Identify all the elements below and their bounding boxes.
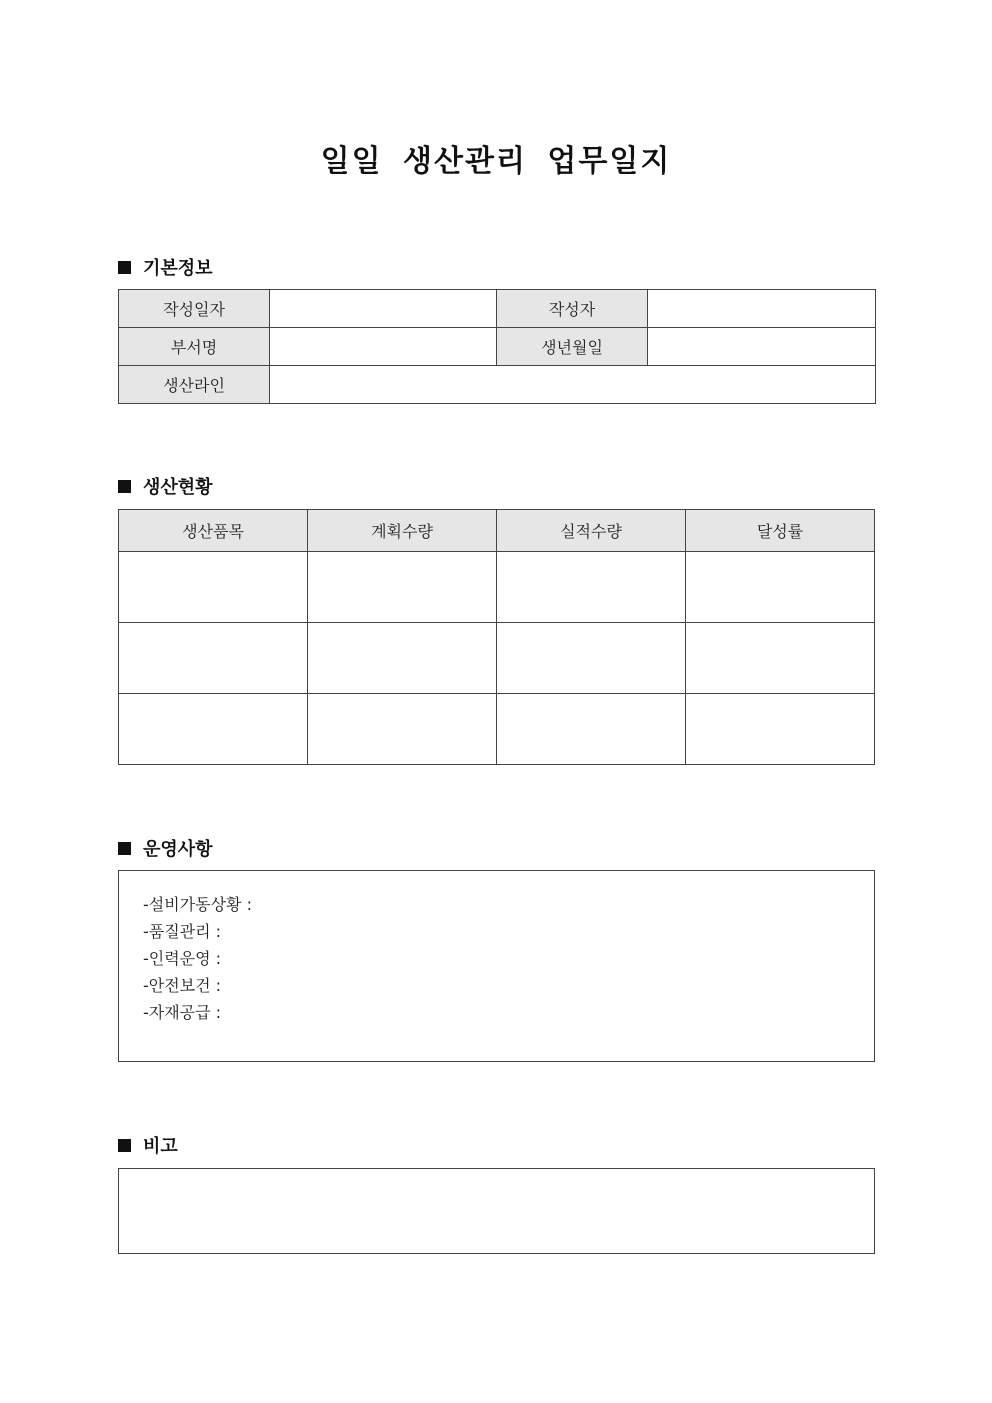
section-heading-label: 기본정보 [143, 258, 213, 279]
table-cell[interactable] [497, 623, 686, 694]
section-heading-operations [118, 835, 213, 861]
square-bullet-icon [118, 261, 131, 274]
dept-label: 부서명 [119, 328, 270, 366]
column-header-planned: 계획수량 [308, 510, 497, 552]
dept-field[interactable] [270, 328, 497, 366]
list-item: -인력운영 : [143, 949, 222, 968]
table-cell[interactable] [686, 694, 875, 765]
table-row [119, 328, 876, 366]
list-item: -품질관리 : [143, 922, 222, 941]
table-header-row [119, 510, 875, 552]
table-cell[interactable] [686, 552, 875, 623]
table-cell[interactable] [497, 552, 686, 623]
line-field[interactable] [270, 366, 876, 404]
section-heading-notes [118, 1132, 178, 1158]
page-title: 일일 생산관리 업무일지 [320, 144, 672, 179]
table-row [119, 552, 875, 623]
list-item: -설비가동상황 : [143, 895, 252, 914]
basic-info-table [118, 289, 876, 404]
birth-label: 생년월일 [497, 328, 648, 366]
date-field[interactable] [270, 290, 497, 328]
line-label: 생산라인 [119, 366, 270, 404]
table-cell[interactable] [497, 694, 686, 765]
list-item: -안전보건 : [143, 976, 222, 995]
table-cell[interactable] [119, 623, 308, 694]
section-heading-label: 생산현황 [143, 477, 213, 498]
column-header-rate: 달성률 [686, 510, 875, 552]
author-label: 작성자 [497, 290, 648, 328]
section-heading-basic-info [118, 254, 213, 280]
table-cell[interactable] [308, 623, 497, 694]
table-cell[interactable] [308, 552, 497, 623]
table-row [119, 366, 876, 404]
table-cell[interactable] [119, 552, 308, 623]
list-item: -자재공급 : [143, 1003, 222, 1022]
author-field[interactable] [648, 290, 876, 328]
date-label: 작성일자 [119, 290, 270, 328]
birth-field[interactable] [648, 328, 876, 366]
table-cell[interactable] [308, 694, 497, 765]
table-cell[interactable] [686, 623, 875, 694]
column-header-actual: 실적수량 [497, 510, 686, 552]
table-cell[interactable] [119, 694, 308, 765]
section-heading-production [118, 473, 213, 499]
square-bullet-icon [118, 480, 131, 493]
table-row [119, 623, 875, 694]
table-row [119, 694, 875, 765]
notes-box[interactable] [118, 1168, 875, 1254]
square-bullet-icon [118, 842, 131, 855]
section-heading-label: 비고 [143, 1136, 178, 1157]
operations-list [119, 871, 874, 1026]
table-row [119, 290, 876, 328]
column-header-item: 생산품목 [119, 510, 308, 552]
section-heading-label: 운영사항 [143, 839, 213, 860]
operations-box[interactable] [118, 870, 875, 1062]
production-table [118, 509, 875, 765]
square-bullet-icon [118, 1139, 131, 1152]
